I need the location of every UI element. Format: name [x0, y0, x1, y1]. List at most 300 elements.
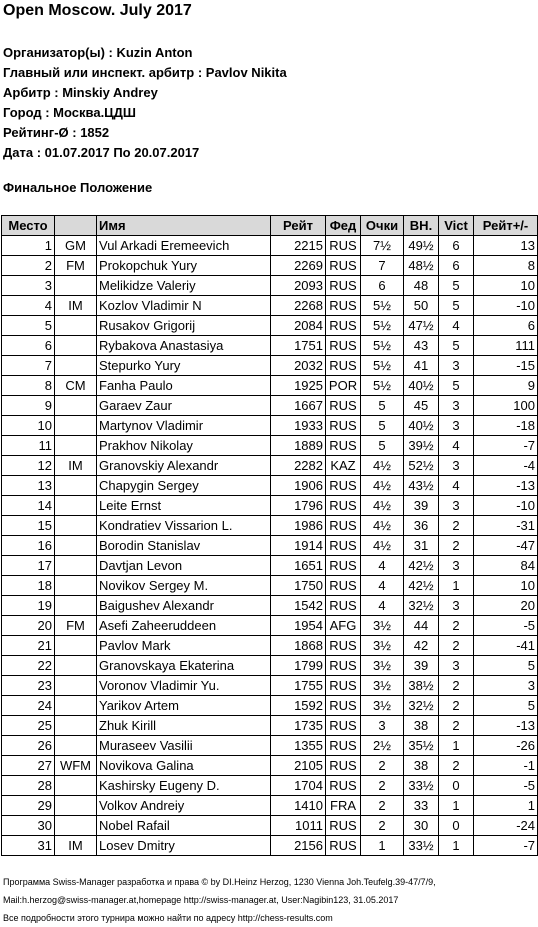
- points-cell: 7½: [361, 236, 404, 256]
- name-cell: Granovskaya Ekaterina: [97, 656, 271, 676]
- victories-cell: 5: [439, 296, 474, 316]
- place-cell: 25: [2, 716, 55, 736]
- rating-change-cell: -7: [474, 436, 538, 456]
- rating-change-cell: -26: [474, 736, 538, 756]
- victories-cell: 3: [439, 356, 474, 376]
- rating-cell: 1735: [271, 716, 326, 736]
- victories-cell: 5: [439, 336, 474, 356]
- victories-cell: 3: [439, 456, 474, 476]
- victories-cell: 0: [439, 776, 474, 796]
- table-row: [2, 396, 538, 416]
- federation-cell: RUS: [326, 716, 361, 736]
- title-cell: [55, 716, 97, 736]
- victories-cell: 6: [439, 256, 474, 276]
- table-row: [2, 616, 538, 636]
- rating-change-cell: -24: [474, 816, 538, 836]
- arbiter-line: Арбитр : Minskiy Andrey: [3, 85, 158, 100]
- col-header-title: [55, 216, 97, 236]
- table-row: [2, 816, 538, 836]
- col-header-rating-change: Рейт+/-: [474, 216, 538, 236]
- tiebreak-cell: 48: [404, 276, 439, 296]
- title-cell: IM: [55, 456, 97, 476]
- name-cell: Baigushev Alexandr: [97, 596, 271, 616]
- title-cell: FM: [55, 616, 97, 636]
- name-cell: Kondratiev Vissarion L.: [97, 516, 271, 536]
- rating-cell: 1906: [271, 476, 326, 496]
- rating-cell: 1542: [271, 596, 326, 616]
- rating-change-cell: -7: [474, 836, 538, 856]
- points-cell: 3½: [361, 636, 404, 656]
- federation-cell: RUS: [326, 416, 361, 436]
- points-cell: 5: [361, 416, 404, 436]
- federation-cell: RUS: [326, 816, 361, 836]
- rating-cell: 2105: [271, 756, 326, 776]
- table-row: [2, 476, 538, 496]
- rating-change-cell: 5: [474, 656, 538, 676]
- points-cell: 4: [361, 556, 404, 576]
- tiebreak-cell: 38½: [404, 676, 439, 696]
- federation-cell: RUS: [326, 576, 361, 596]
- organizer-line: Организатор(ы) : Kuzin Anton: [3, 45, 193, 60]
- name-cell: Fanha Paulo: [97, 376, 271, 396]
- table-header-row: [2, 216, 538, 236]
- table-row: [2, 596, 538, 616]
- tiebreak-cell: 49½: [404, 236, 439, 256]
- federation-cell: RUS: [326, 736, 361, 756]
- tiebreak-cell: 30: [404, 816, 439, 836]
- name-cell: Borodin Stanislav: [97, 536, 271, 556]
- tiebreak-cell: 40½: [404, 416, 439, 436]
- tiebreak-cell: 44: [404, 616, 439, 636]
- place-cell: 1: [2, 236, 55, 256]
- tiebreak-cell: 41: [404, 356, 439, 376]
- average-rating-line: Рейтинг-Ø : 1852: [3, 125, 110, 140]
- rating-cell: 1889: [271, 436, 326, 456]
- federation-cell: RUS: [326, 476, 361, 496]
- points-cell: 4½: [361, 536, 404, 556]
- rating-cell: 1410: [271, 796, 326, 816]
- name-cell: Novikov Sergey M.: [97, 576, 271, 596]
- federation-cell: RUS: [326, 236, 361, 256]
- table-row: [2, 236, 538, 256]
- place-cell: 17: [2, 556, 55, 576]
- title-cell: [55, 656, 97, 676]
- rating-cell: 1925: [271, 376, 326, 396]
- rating-cell: 1750: [271, 576, 326, 596]
- place-cell: 14: [2, 496, 55, 516]
- name-cell: Prakhov Nikolay: [97, 436, 271, 456]
- name-cell: Chapygin Sergey: [97, 476, 271, 496]
- points-cell: 2: [361, 816, 404, 836]
- tiebreak-cell: 43½: [404, 476, 439, 496]
- tiebreak-cell: 33½: [404, 776, 439, 796]
- tiebreak-cell: 43: [404, 336, 439, 356]
- rating-cell: 1954: [271, 616, 326, 636]
- table-row: [2, 756, 538, 776]
- table-row: [2, 696, 538, 716]
- points-cell: 5½: [361, 336, 404, 356]
- rating-cell: 2032: [271, 356, 326, 376]
- place-cell: 8: [2, 376, 55, 396]
- federation-cell: RUS: [326, 276, 361, 296]
- victories-cell: 2: [439, 756, 474, 776]
- col-header-rating: Рейт: [271, 216, 326, 236]
- name-cell: Melikidze Valeriy: [97, 276, 271, 296]
- rating-change-cell: -31: [474, 516, 538, 536]
- points-cell: 4½: [361, 496, 404, 516]
- title-cell: IM: [55, 836, 97, 856]
- federation-cell: RUS: [326, 256, 361, 276]
- victories-cell: 3: [439, 656, 474, 676]
- name-cell: Vul Arkadi Eremeevich: [97, 236, 271, 256]
- rating-change-cell: 3: [474, 676, 538, 696]
- rating-change-cell: 9: [474, 376, 538, 396]
- rating-cell: 1011: [271, 816, 326, 836]
- federation-cell: RUS: [326, 596, 361, 616]
- points-cell: 5: [361, 396, 404, 416]
- title-cell: [55, 576, 97, 596]
- table-row: [2, 636, 538, 656]
- title-cell: FM: [55, 256, 97, 276]
- tournament-info: [3, 43, 287, 163]
- points-cell: 5½: [361, 376, 404, 396]
- points-cell: 6: [361, 276, 404, 296]
- place-cell: 16: [2, 536, 55, 556]
- footer-line: Все подробности этого турнира можно найти по адресу http://chess-results.com: [3, 913, 333, 923]
- points-cell: 1: [361, 836, 404, 856]
- name-cell: Muraseev Vasilii: [97, 736, 271, 756]
- title-cell: [55, 636, 97, 656]
- rating-cell: 1914: [271, 536, 326, 556]
- place-cell: 9: [2, 396, 55, 416]
- title-cell: WFM: [55, 756, 97, 776]
- place-cell: 5: [2, 316, 55, 336]
- federation-cell: RUS: [326, 696, 361, 716]
- table-row: [2, 296, 538, 316]
- title-cell: [55, 356, 97, 376]
- footer: [3, 873, 538, 927]
- place-cell: 23: [2, 676, 55, 696]
- points-cell: 5: [361, 436, 404, 456]
- section-title: Финальное Положение: [3, 180, 153, 195]
- place-cell: 13: [2, 476, 55, 496]
- title-cell: [55, 516, 97, 536]
- place-cell: 6: [2, 336, 55, 356]
- place-cell: 19: [2, 596, 55, 616]
- victories-cell: 4: [439, 316, 474, 336]
- title-cell: [55, 276, 97, 296]
- col-header-tiebreak: ВН.: [404, 216, 439, 236]
- points-cell: 3½: [361, 676, 404, 696]
- col-header-name: Имя: [97, 216, 271, 236]
- rating-cell: 1592: [271, 696, 326, 716]
- name-cell: Davtjan Levon: [97, 556, 271, 576]
- title-cell: [55, 816, 97, 836]
- federation-cell: AFG: [326, 616, 361, 636]
- rating-change-cell: -13: [474, 476, 538, 496]
- federation-cell: RUS: [326, 676, 361, 696]
- rating-change-cell: -13: [474, 716, 538, 736]
- title-cell: [55, 496, 97, 516]
- name-cell: Leite Ernst: [97, 496, 271, 516]
- federation-cell: KAZ: [326, 456, 361, 476]
- table-row: [2, 276, 538, 296]
- place-cell: 10: [2, 416, 55, 436]
- place-cell: 3: [2, 276, 55, 296]
- points-cell: 2: [361, 756, 404, 776]
- victories-cell: 0: [439, 816, 474, 836]
- tiebreak-cell: 42½: [404, 576, 439, 596]
- rating-change-cell: -1: [474, 756, 538, 776]
- name-cell: Kozlov Vladimir N: [97, 296, 271, 316]
- federation-cell: RUS: [326, 516, 361, 536]
- name-cell: Stepurko Yury: [97, 356, 271, 376]
- rating-cell: 1667: [271, 396, 326, 416]
- table-row: [2, 656, 538, 676]
- rating-cell: 1799: [271, 656, 326, 676]
- table-row: [2, 416, 538, 436]
- rating-cell: 2093: [271, 276, 326, 296]
- points-cell: 3½: [361, 616, 404, 636]
- name-cell: Prokopchuk Yury: [97, 256, 271, 276]
- federation-cell: RUS: [326, 436, 361, 456]
- place-cell: 20: [2, 616, 55, 636]
- title-cell: [55, 556, 97, 576]
- federation-cell: RUS: [326, 836, 361, 856]
- federation-cell: RUS: [326, 756, 361, 776]
- victories-cell: 2: [439, 516, 474, 536]
- rating-cell: 1868: [271, 636, 326, 656]
- rating-cell: 2269: [271, 256, 326, 276]
- city-line: Город : Москва.ЦДШ: [3, 105, 136, 120]
- rating-change-cell: 84: [474, 556, 538, 576]
- place-cell: 26: [2, 736, 55, 756]
- place-cell: 31: [2, 836, 55, 856]
- victories-cell: 3: [439, 596, 474, 616]
- footer-line: Mail:h.herzog@swiss-manager.at,homepage http://swiss-manager.at, User:Nagibin123, 31.05.2017: [3, 895, 399, 905]
- rating-cell: 1755: [271, 676, 326, 696]
- rating-cell: 1933: [271, 416, 326, 436]
- name-cell: Martynov Vladimir: [97, 416, 271, 436]
- title-cell: [55, 736, 97, 756]
- place-cell: 30: [2, 816, 55, 836]
- title-cell: GM: [55, 236, 97, 256]
- title-cell: [55, 696, 97, 716]
- rating-cell: 2215: [271, 236, 326, 256]
- tiebreak-cell: 36: [404, 516, 439, 536]
- rating-change-cell: -10: [474, 496, 538, 516]
- rating-change-cell: 13: [474, 236, 538, 256]
- points-cell: 4½: [361, 456, 404, 476]
- place-cell: 27: [2, 756, 55, 776]
- table-row: [2, 376, 538, 396]
- title-cell: CM: [55, 376, 97, 396]
- name-cell: Voronov Vladimir Yu.: [97, 676, 271, 696]
- place-cell: 29: [2, 796, 55, 816]
- tiebreak-cell: 42½: [404, 556, 439, 576]
- rating-change-cell: -4: [474, 456, 538, 476]
- rating-change-cell: 10: [474, 576, 538, 596]
- table-row: [2, 556, 538, 576]
- footer-line: Программа Swiss-Manager разработка и права © by DI.Heinz Herzog, 1230 Vienna Joh.Teufelg.39-47/7/9,: [3, 877, 436, 887]
- table-row: [2, 316, 538, 336]
- federation-cell: RUS: [326, 296, 361, 316]
- tiebreak-cell: 33: [404, 796, 439, 816]
- name-cell: Volkov Andreiy: [97, 796, 271, 816]
- rating-cell: 1704: [271, 776, 326, 796]
- points-cell: 3½: [361, 696, 404, 716]
- victories-cell: 1: [439, 576, 474, 596]
- federation-cell: POR: [326, 376, 361, 396]
- tiebreak-cell: 50: [404, 296, 439, 316]
- title-cell: [55, 676, 97, 696]
- points-cell: 2½: [361, 736, 404, 756]
- victories-cell: 3: [439, 556, 474, 576]
- points-cell: 5½: [361, 356, 404, 376]
- rating-change-cell: -15: [474, 356, 538, 376]
- title-cell: [55, 536, 97, 556]
- place-cell: 18: [2, 576, 55, 596]
- table-row: [2, 336, 538, 356]
- federation-cell: FRA: [326, 796, 361, 816]
- title-cell: [55, 596, 97, 616]
- federation-cell: RUS: [326, 396, 361, 416]
- tiebreak-cell: 45: [404, 396, 439, 416]
- name-cell: Yarikov Artem: [97, 696, 271, 716]
- rating-change-cell: -18: [474, 416, 538, 436]
- rating-change-cell: 10: [474, 276, 538, 296]
- victories-cell: 2: [439, 676, 474, 696]
- federation-cell: RUS: [326, 316, 361, 336]
- tiebreak-cell: 33½: [404, 836, 439, 856]
- tiebreak-cell: 40½: [404, 376, 439, 396]
- points-cell: 7: [361, 256, 404, 276]
- col-header-victories: Vict: [439, 216, 474, 236]
- points-cell: 3½: [361, 656, 404, 676]
- name-cell: Zhuk Kirill: [97, 716, 271, 736]
- chief-arbiter-line: Главный или инспект. арбитр : Pavlov Nikita: [3, 65, 287, 80]
- title-cell: [55, 796, 97, 816]
- federation-cell: RUS: [326, 636, 361, 656]
- col-header-place: Место: [2, 216, 55, 236]
- points-cell: 2: [361, 796, 404, 816]
- table-row: [2, 776, 538, 796]
- rating-cell: 1651: [271, 556, 326, 576]
- name-cell: Rybakova Anastasiya: [97, 336, 271, 356]
- tiebreak-cell: 32½: [404, 596, 439, 616]
- col-header-points: Очки: [361, 216, 404, 236]
- title-cell: [55, 436, 97, 456]
- title-cell: [55, 476, 97, 496]
- table-row: [2, 436, 538, 456]
- place-cell: 12: [2, 456, 55, 476]
- victories-cell: 2: [439, 636, 474, 656]
- federation-cell: RUS: [326, 356, 361, 376]
- victories-cell: 1: [439, 836, 474, 856]
- victories-cell: 1: [439, 796, 474, 816]
- table-row: [2, 456, 538, 476]
- rating-change-cell: 8: [474, 256, 538, 276]
- place-cell: 7: [2, 356, 55, 376]
- name-cell: Asefi Zaheeruddeen: [97, 616, 271, 636]
- name-cell: Kashirsky Eugeny D.: [97, 776, 271, 796]
- federation-cell: RUS: [326, 536, 361, 556]
- federation-cell: RUS: [326, 776, 361, 796]
- place-cell: 11: [2, 436, 55, 456]
- rating-change-cell: 111: [474, 336, 538, 356]
- points-cell: 5½: [361, 296, 404, 316]
- points-cell: 2: [361, 776, 404, 796]
- title-cell: IM: [55, 296, 97, 316]
- victories-cell: 3: [439, 496, 474, 516]
- rating-change-cell: -5: [474, 776, 538, 796]
- tiebreak-cell: 31: [404, 536, 439, 556]
- rating-cell: 2156: [271, 836, 326, 856]
- federation-cell: RUS: [326, 496, 361, 516]
- victories-cell: 1: [439, 736, 474, 756]
- name-cell: Novikova Galina: [97, 756, 271, 776]
- tiebreak-cell: 32½: [404, 696, 439, 716]
- table-row: [2, 736, 538, 756]
- name-cell: Granovskiy Alexandr: [97, 456, 271, 476]
- tiebreak-cell: 39: [404, 496, 439, 516]
- rating-change-cell: -47: [474, 536, 538, 556]
- table-row: [2, 676, 538, 696]
- victories-cell: 4: [439, 476, 474, 496]
- table-row: [2, 836, 538, 856]
- victories-cell: 6: [439, 236, 474, 256]
- tiebreak-cell: 52½: [404, 456, 439, 476]
- title-cell: [55, 776, 97, 796]
- rating-change-cell: 1: [474, 796, 538, 816]
- title-cell: [55, 396, 97, 416]
- col-header-federation: Фед: [326, 216, 361, 236]
- name-cell: Nobel Rafail: [97, 816, 271, 836]
- table-row: [2, 356, 538, 376]
- table-row: [2, 536, 538, 556]
- title-cell: [55, 336, 97, 356]
- tiebreak-cell: 42: [404, 636, 439, 656]
- victories-cell: 3: [439, 396, 474, 416]
- standings-table: [1, 215, 538, 856]
- rating-change-cell: 5: [474, 696, 538, 716]
- tiebreak-cell: 47½: [404, 316, 439, 336]
- name-cell: Garaev Zaur: [97, 396, 271, 416]
- place-cell: 28: [2, 776, 55, 796]
- title-cell: [55, 316, 97, 336]
- federation-cell: RUS: [326, 336, 361, 356]
- name-cell: Rusakov Grigorij: [97, 316, 271, 336]
- victories-cell: 4: [439, 436, 474, 456]
- title-cell: [55, 416, 97, 436]
- table-row: [2, 796, 538, 816]
- victories-cell: 2: [439, 696, 474, 716]
- table-row: [2, 256, 538, 276]
- rating-change-cell: -5: [474, 616, 538, 636]
- rating-cell: 1796: [271, 496, 326, 516]
- points-cell: 4: [361, 596, 404, 616]
- place-cell: 24: [2, 696, 55, 716]
- victories-cell: 2: [439, 716, 474, 736]
- tiebreak-cell: 38: [404, 716, 439, 736]
- tiebreak-cell: 39: [404, 656, 439, 676]
- place-cell: 4: [2, 296, 55, 316]
- rating-cell: 2282: [271, 456, 326, 476]
- victories-cell: 2: [439, 616, 474, 636]
- table-row: [2, 496, 538, 516]
- victories-cell: 5: [439, 276, 474, 296]
- page-title: Open Moscow. July 2017: [3, 2, 192, 19]
